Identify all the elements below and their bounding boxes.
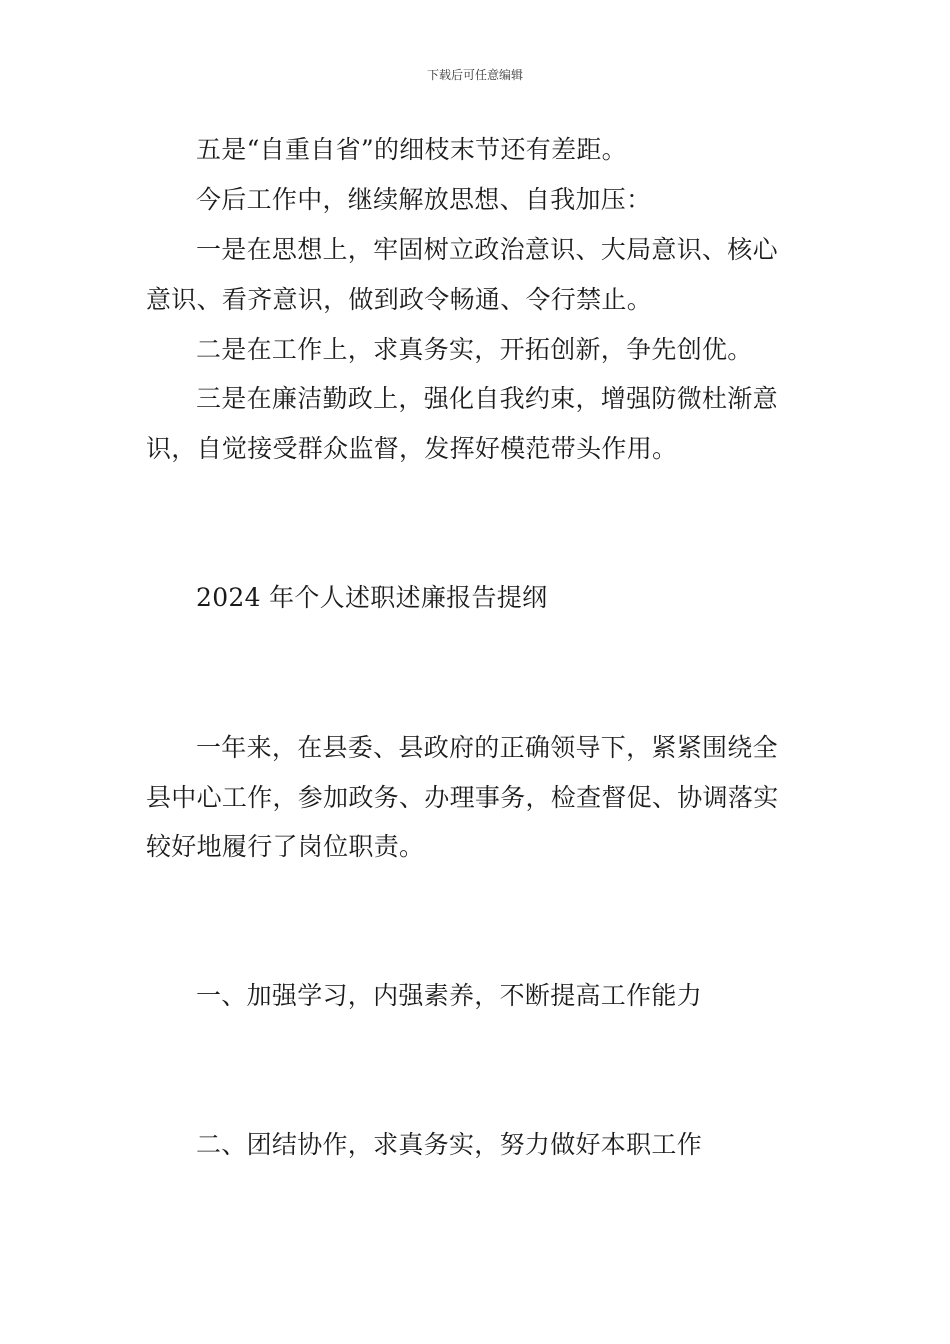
text-line: 二是在工作上，求真务实，开拓创新，争先创优。 — [196, 335, 753, 364]
text-line: 县中心工作，参加政务、办理事务，检查督促、协调落实 — [146, 783, 779, 812]
text-line: 今后工作中，继续解放思想、自我加压： — [196, 185, 652, 214]
text-line: 一年来，在县委、县政府的正确领导下，紧紧围绕全 — [196, 733, 778, 762]
section-title: 2024 年个人述职述廉报告提纲 — [196, 583, 548, 612]
text-line: 较好地履行了岗位职责。 — [146, 832, 425, 861]
text-line: 一是在思想上，牢固树立政治意识、大局意识、核心 — [196, 235, 778, 264]
page-header: 下载后可任意编辑 — [426, 68, 523, 82]
text-line: 意识、看齐意识，做到政令畅通、令行禁止。 — [146, 285, 653, 314]
heading-2: 二、团结协作，求真务实，努力做好本职工作 — [196, 1130, 703, 1159]
text-line: 五是“自重自省”的细枝末节还有差距。 — [196, 135, 627, 164]
heading-1: 一、加强学习，内强素养，不断提高工作能力 — [196, 981, 703, 1010]
text-line: 识，自觉接受群众监督，发挥好模范带头作用。 — [146, 434, 678, 463]
text-line: 三是在廉洁勤政上，强化自我约束，增强防微杜渐意 — [196, 384, 778, 413]
